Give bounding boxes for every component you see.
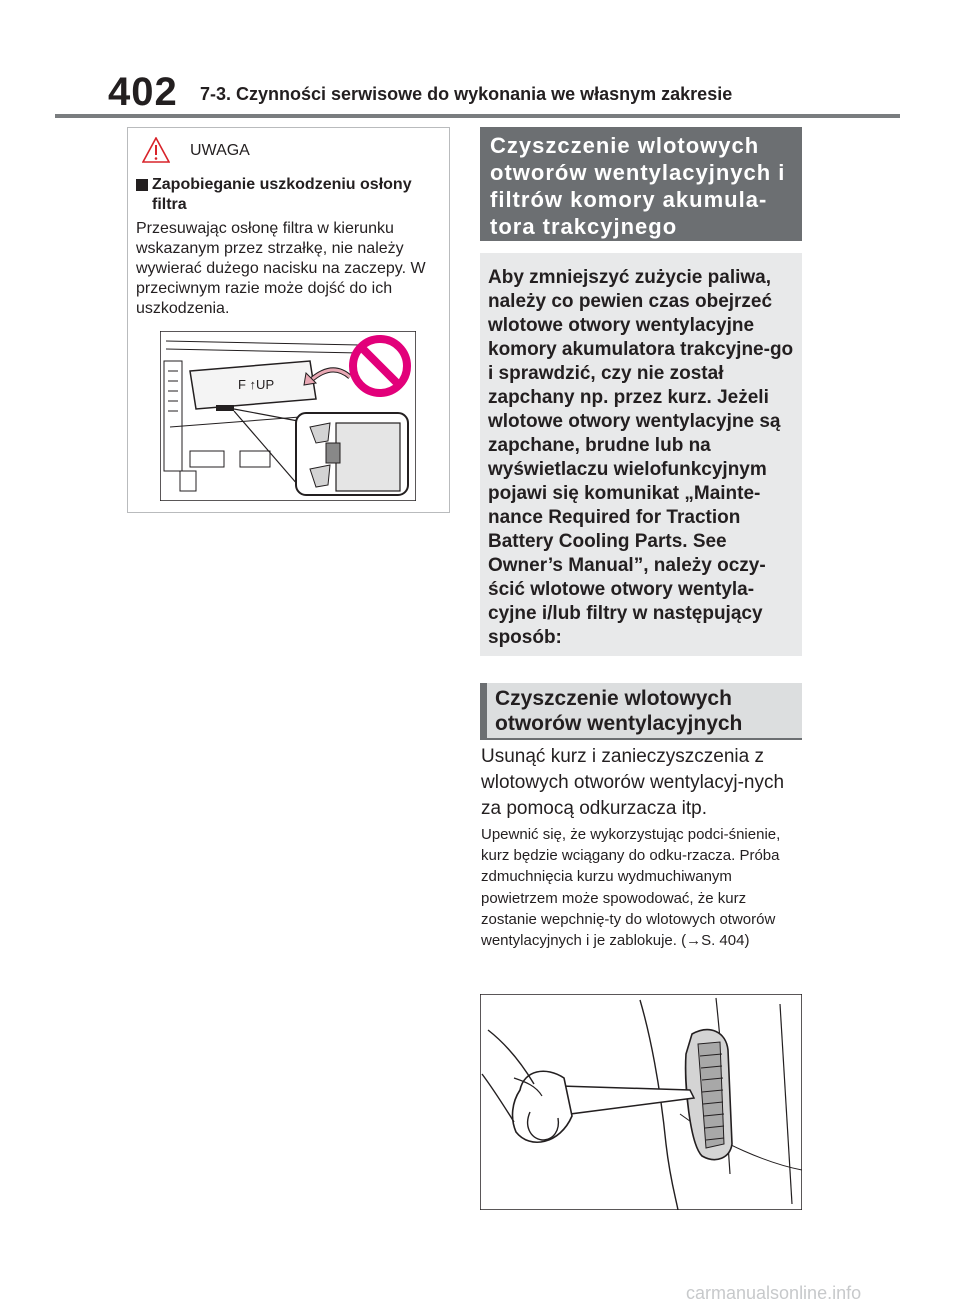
header-rule — [55, 114, 900, 118]
vacuum-cleaning-illustration — [480, 994, 802, 1210]
intro-text: Aby zmniejszyć zużycie paliwa, należy co pewien czas obejrzeć wlotowe otwory wentylacyjne komory akumulatora trakcyjne-go i sprawdzić, czy nie został zapchany np. przez kurz. Jeżeli wlotowe otwory wentylacyjne są zapchane, brudne lub na wyświetlaczu wielofunkcyjnym pojawi się komunikat „Mainte-nance Required for Traction Battery Cooling Parts. See Owner’s Manual”, należy oczy-ścić wlotowe otwory wentyla-cyjne i/lub filtry w następujący sposób: — [488, 267, 794, 648]
note-text: Upewnić się, że wykorzystując podci-śnienie, kurz będzie wciągany do odku-rzacza. Próba zdmuchnięcia kurzu wydmuchiwanym powietrzem może spowodować, że kurz zostanie wepchnię-ty do wlotowych otworów wentylacyjnych i je zablokuje. (→S. 404) — [481, 826, 781, 950]
watermark: carmanualsonline.info — [686, 1283, 862, 1303]
page-number: 402 — [108, 70, 178, 114]
filter-cover-illustration — [160, 331, 416, 501]
warning-sub-heading: Zapobieganie uszkodzeniu osłony filtra — [152, 176, 412, 213]
warning-title: UWAGA — [190, 142, 250, 159]
main-heading: Czyszczenie wlotowych otworów wentylacyjnych i filtrów komory akumula-tora trakcyjnego — [490, 133, 786, 239]
warning-triangle-icon — [142, 137, 170, 163]
sub-heading-bar — [480, 683, 487, 739]
warning-text: Przesuwając osłonę filtra w kierunku wskazanym przez strzałkę, nie należy wywierać dużego nacisku na zaczepy. W przeciwnym razie może dojść do ich uszkodzenia. — [136, 220, 426, 317]
section-title: 7-3. Czynności serwisowe do wykonania we własnym zakresie — [200, 84, 733, 104]
sub-heading: Czyszczenie wlotowych otworów wentylacyjnych — [495, 687, 743, 735]
sub-heading-rule — [480, 738, 802, 740]
step-text: Usunąć kurz i zanieczyszczenia z wlotowych otworów wentylacyj-nych za pomocą odkurzacza itp. — [481, 746, 785, 819]
square-bullet-icon — [136, 179, 148, 191]
filter-label: F ↑UP — [238, 377, 275, 392]
